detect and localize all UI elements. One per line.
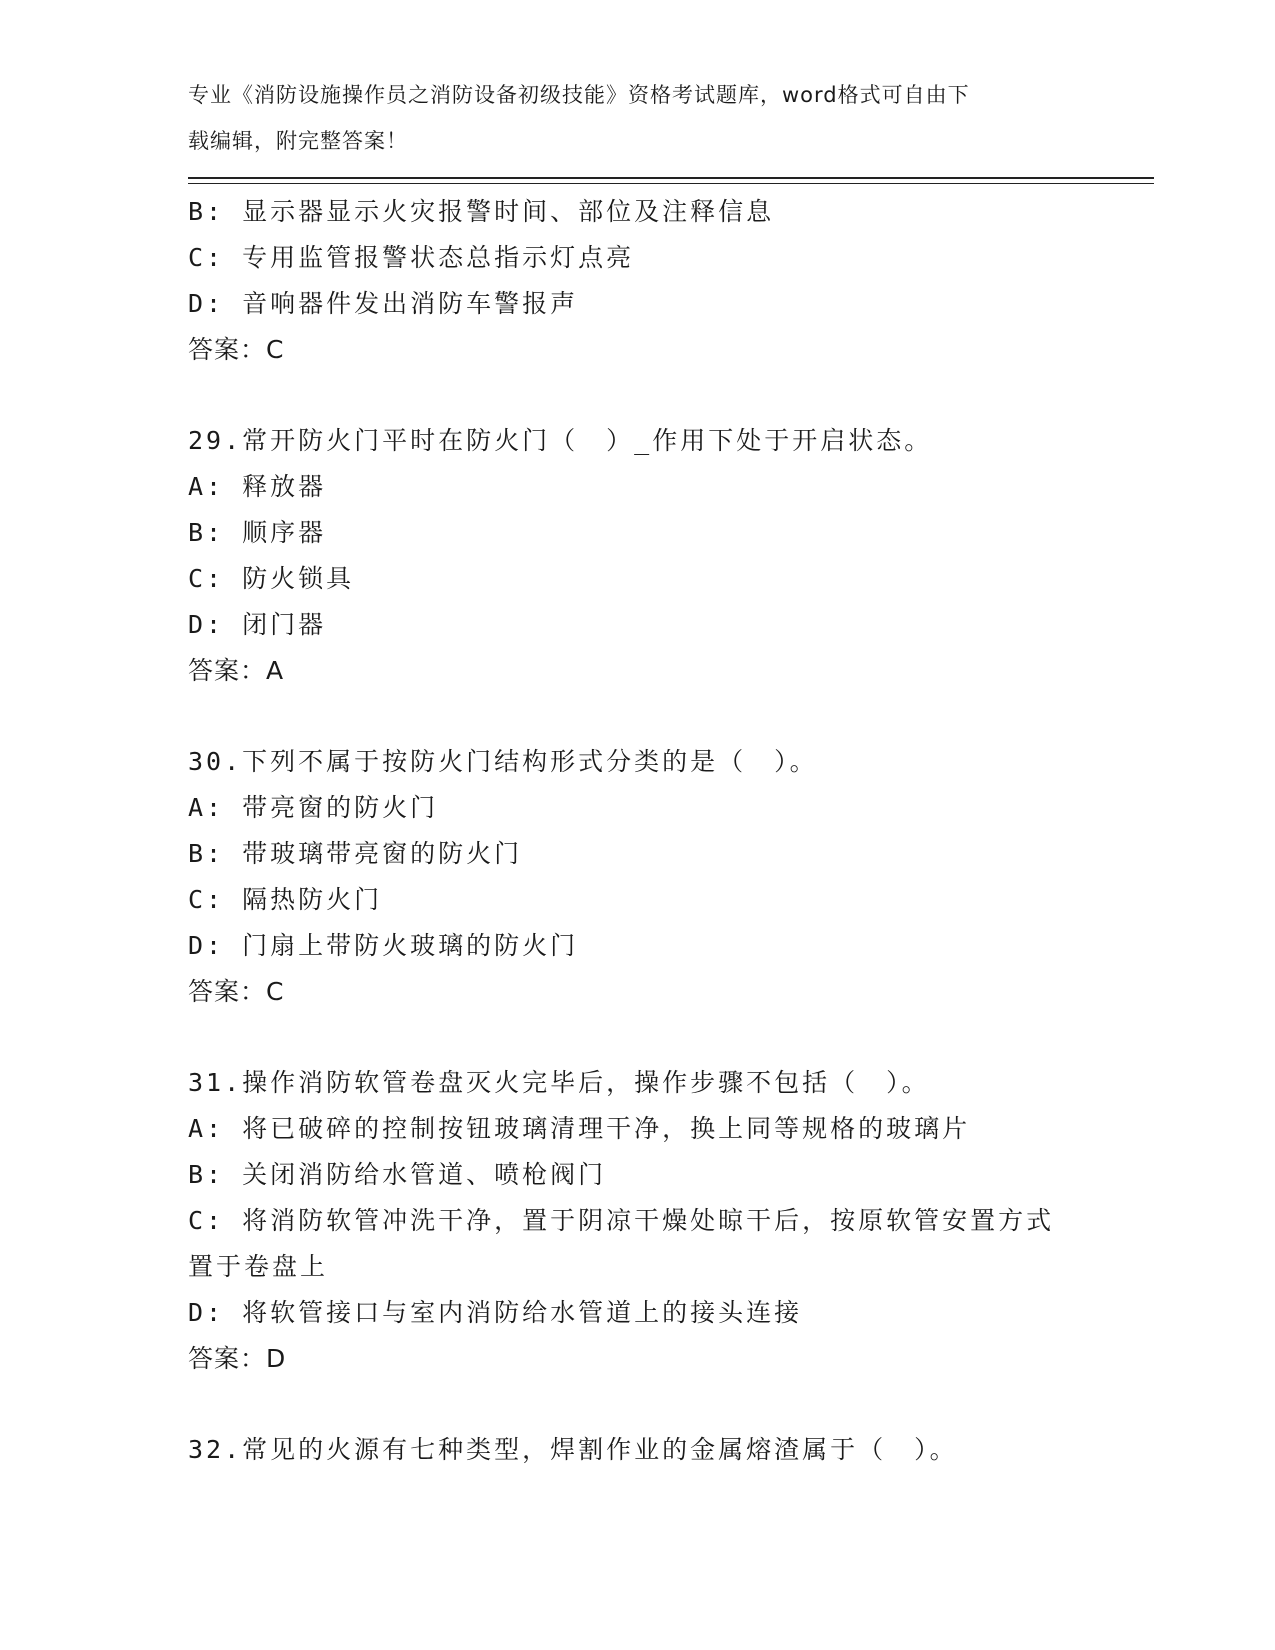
option-a: A: 释放器	[188, 472, 327, 501]
question-block-28	[188, 189, 1088, 373]
option-c: C: 防火锁具	[188, 564, 355, 593]
answer-line: 答案：D	[188, 1344, 287, 1373]
option-d: D: 闭门器	[188, 610, 327, 639]
document-header	[188, 72, 1068, 164]
option-a: A: 带亮窗的防火门	[188, 793, 439, 822]
answer-line: 答案：C	[188, 977, 285, 1006]
question-text: 29.常开防火门平时在防火门（ ）_作用下处于开启状态。	[188, 426, 933, 455]
option-c: C: 隔热防火门	[188, 885, 383, 914]
header-divider-thick	[188, 177, 1154, 179]
question-text: 31.操作消防软管卷盘灭火完毕后，操作步骤不包括（ ）。	[188, 1068, 930, 1097]
option-c: C: 将消防软管冲洗干净，置于阴凉干燥处晾干后，按原软管安置方式	[188, 1206, 1055, 1235]
question-text: 30.下列不属于按防火门结构形式分类的是（ ）。	[188, 747, 818, 776]
header-line-1: 专业《消防设施操作员之消防设备初级技能》资格考试题库，word格式可自由下	[188, 83, 970, 107]
question-text: 32.常见的火源有七种类型，焊割作业的金属熔渣属于（ ）。	[188, 1435, 958, 1464]
question-block-29	[188, 418, 1088, 694]
option-b: B: 关闭消防给水管道、喷枪阀门	[188, 1160, 607, 1189]
answer-line: 答案：C	[188, 335, 285, 364]
question-block-30	[188, 739, 1088, 1015]
question-block-32	[188, 1427, 1088, 1473]
option-b: B: 显示器显示火灾报警时间、部位及注释信息	[188, 197, 775, 226]
header-divider-thin	[188, 183, 1154, 184]
option-c-continuation: 置于卷盘上	[188, 1252, 329, 1281]
option-b: B: 顺序器	[188, 518, 327, 547]
question-block-31	[188, 1060, 1088, 1382]
answer-line: 答案：A	[188, 656, 285, 685]
option-c: C: 专用监管报警状态总指示灯点亮	[188, 243, 635, 272]
question-list	[188, 189, 1088, 1473]
option-d: D: 将软管接口与室内消防给水管道上的接头连接	[188, 1298, 803, 1327]
header-line-2: 载编辑，附完整答案！	[188, 129, 408, 153]
option-a: A: 将已破碎的控制按钮玻璃清理干净，换上同等规格的玻璃片	[188, 1114, 971, 1143]
option-b: B: 带玻璃带亮窗的防火门	[188, 839, 523, 868]
option-d: D: 门扇上带防火玻璃的防火门	[188, 931, 579, 960]
option-d: D: 音响器件发出消防车警报声	[188, 289, 579, 318]
